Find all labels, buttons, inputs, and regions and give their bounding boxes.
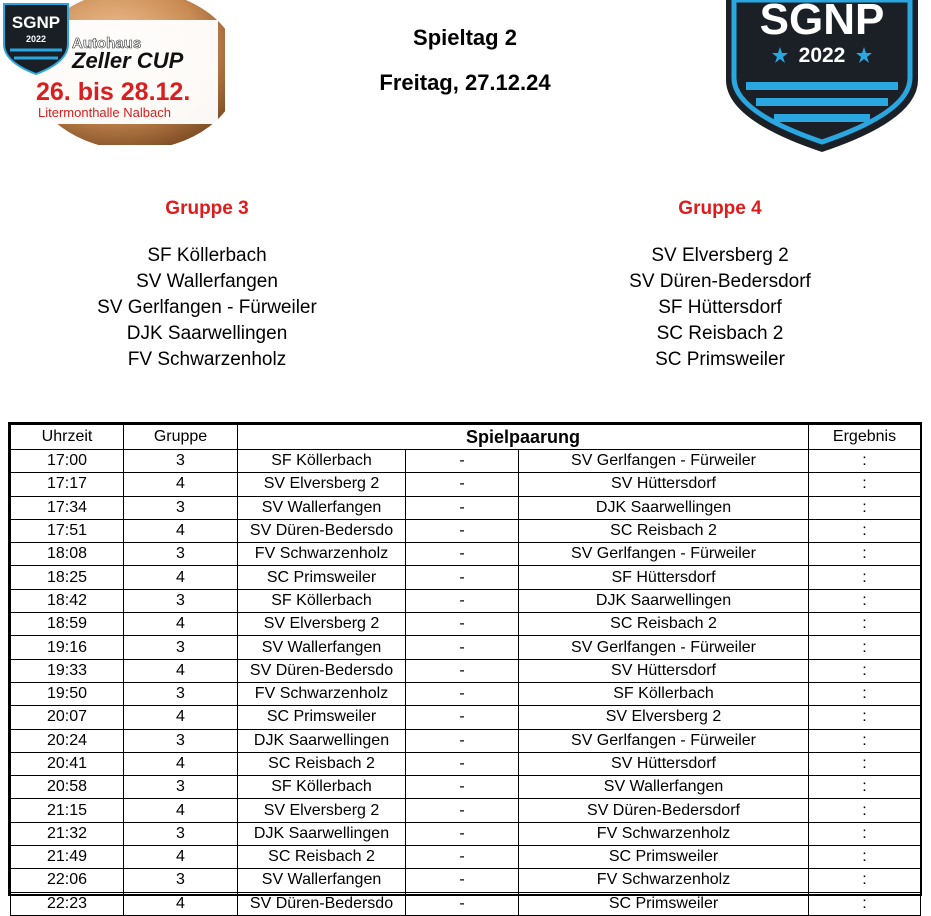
home-team: SC Primsweiler [238,566,406,589]
result-field: : [809,659,921,682]
result-field: : [809,636,921,659]
pairing-dash: - [406,450,519,473]
table-row [11,846,921,869]
away-team: SV Gerlfangen - Fürweiler [519,450,809,473]
away-team: SV Wallerfangen [519,776,809,799]
table-row [11,682,921,705]
logo-line1: Autohaus [72,35,142,52]
away-team: SC Primsweiler [519,846,809,869]
match-group: 3 [124,589,238,612]
match-time: 18:42 [11,589,124,612]
pairing-dash: - [406,706,519,729]
away-team: SC Primsweiler [519,892,809,915]
table-row [11,869,921,892]
table-row [11,752,921,775]
match-time: 19:50 [11,682,124,705]
page-title: Spieltag 2 [413,25,517,50]
match-time: 18:25 [11,566,124,589]
pairing-dash: - [406,892,519,915]
home-team: DJK Saarwellingen [238,729,406,752]
away-team: SC Reisbach 2 [519,519,809,542]
header-result: Ergebnis [809,425,921,450]
match-time: 20:24 [11,729,124,752]
result-field: : [809,822,921,845]
result-field: : [809,589,921,612]
match-time: 18:59 [11,613,124,636]
result-field: : [809,450,921,473]
match-group: 3 [124,496,238,519]
result-field: : [809,869,921,892]
badge-text: SGNP [11,13,61,32]
result-field: : [809,473,921,496]
home-team: SV Wallerfangen [238,496,406,519]
match-group: 3 [124,636,238,659]
home-team: SF Köllerbach [238,450,406,473]
pairing-dash: - [406,752,519,775]
group-4 [570,198,870,373]
result-field: : [809,892,921,915]
group-team: SF Köllerbach [147,245,267,266]
logo-line2: Zeller CUP [72,48,184,73]
badge-year: 2022 [25,34,47,44]
match-group: 3 [124,776,238,799]
group-3 [57,198,357,373]
home-team: SV Düren-Bedersdo [238,659,406,682]
match-time: 20:41 [11,752,124,775]
crest-year: 2022 [798,44,846,67]
match-time: 17:51 [11,519,124,542]
home-team: SC Primsweiler [238,706,406,729]
result-field: : [809,729,921,752]
table-row [11,543,921,566]
home-team: SC Reisbach 2 [238,752,406,775]
home-team: SF Köllerbach [238,589,406,612]
result-field: : [809,776,921,799]
group-team: SV Gerlfangen - Fürweiler [97,297,317,318]
match-group: 4 [124,706,238,729]
table-row [11,496,921,519]
home-team: SV Elversberg 2 [238,613,406,636]
pairing-dash: - [406,496,519,519]
group-team: FV Schwarzenholz [127,349,287,370]
result-field: : [809,799,921,822]
away-team: FV Schwarzenholz [519,822,809,845]
tournament-logo [0,0,225,145]
match-group: 3 [124,729,238,752]
match-time: 19:33 [11,659,124,682]
pairing-dash: - [406,729,519,752]
home-team: SV Düren-Bedersdo [238,519,406,542]
away-team: SV Hüttersdorf [519,473,809,496]
away-team: SV Gerlfangen - Fürweiler [519,729,809,752]
table-row [11,706,921,729]
result-field: : [809,706,921,729]
group-team: SV Elversberg 2 [651,245,789,266]
group-title: Gruppe 4 [678,198,762,219]
pairing-dash: - [406,682,519,705]
match-group: 4 [124,659,238,682]
sgnp-crest-icon [722,0,922,155]
header-pairing: Spielpaarung [238,425,809,450]
result-field: : [809,682,921,705]
match-time: 22:23 [11,892,124,915]
away-team: SV Gerlfangen - Fürweiler [519,543,809,566]
table-row [11,589,921,612]
match-time: 17:00 [11,450,124,473]
home-team: FV Schwarzenholz [238,543,406,566]
table-row [11,776,921,799]
group-team: SC Reisbach 2 [656,323,784,344]
match-group: 3 [124,543,238,566]
match-time: 21:32 [11,822,124,845]
result-field: : [809,613,921,636]
home-team: SV Wallerfangen [238,636,406,659]
table-row [11,636,921,659]
page-date: Freitag, 27.12.24 [379,70,551,95]
result-field: : [809,566,921,589]
pairing-dash: - [406,543,519,566]
match-group: 4 [124,519,238,542]
home-team: SV Elversberg 2 [238,473,406,496]
group-team: SV Düren-Bedersdorf [629,271,811,292]
away-team: SF Köllerbach [519,682,809,705]
header-group: Gruppe [124,425,238,450]
match-time: 18:08 [11,543,124,566]
group-team: SF Hüttersdorf [658,297,782,318]
away-team: FV Schwarzenholz [519,869,809,892]
away-team: SV Hüttersdorf [519,659,809,682]
table-row [11,729,921,752]
group-title: Gruppe 3 [165,198,249,219]
match-group: 4 [124,892,238,915]
match-time: 19:16 [11,636,124,659]
group-team: DJK Saarwellingen [126,323,288,344]
away-team: SF Hüttersdorf [519,566,809,589]
pairing-dash: - [406,473,519,496]
match-group: 3 [124,869,238,892]
match-time: 21:15 [11,799,124,822]
pairing-dash: - [406,799,519,822]
match-group: 4 [124,752,238,775]
home-team: SV Düren-Bedersdo [238,892,406,915]
pairing-dash: - [406,589,519,612]
table-row [11,450,921,473]
pairing-dash: - [406,613,519,636]
pairing-dash: - [406,822,519,845]
home-team: SV Wallerfangen [238,869,406,892]
header-time: Uhrzeit [11,425,124,450]
result-field: : [809,496,921,519]
match-group: 4 [124,473,238,496]
match-group: 4 [124,613,238,636]
home-team: FV Schwarzenholz [238,682,406,705]
pairing-dash: - [406,636,519,659]
schedule-table [8,422,922,912]
result-field: : [809,519,921,542]
away-team: SV Hüttersdorf [519,752,809,775]
table-row [11,473,921,496]
match-time: 20:58 [11,776,124,799]
away-team: SV Gerlfangen - Fürweiler [519,636,809,659]
match-time: 22:06 [11,869,124,892]
pairing-dash: - [406,659,519,682]
logo-venue: Litermonthalle Nalbach [38,105,171,120]
match-group: 4 [124,846,238,869]
result-field: : [809,543,921,566]
match-group: 4 [124,566,238,589]
match-time: 17:34 [11,496,124,519]
table-row [11,613,921,636]
table-row [11,659,921,682]
match-group: 4 [124,799,238,822]
crest-text: SGNP [759,0,885,44]
group-team: SV Wallerfangen [136,271,278,292]
table-row [11,799,921,822]
home-team: SV Elversberg 2 [238,799,406,822]
away-team: SC Reisbach 2 [519,613,809,636]
match-time: 17:17 [11,473,124,496]
away-team: DJK Saarwellingen [519,496,809,519]
result-field: : [809,752,921,775]
away-team: SV Elversberg 2 [519,706,809,729]
match-group: 3 [124,822,238,845]
pairing-dash: - [406,519,519,542]
pairing-dash: - [406,846,519,869]
pairing-dash: - [406,566,519,589]
match-group: 3 [124,450,238,473]
home-team: SF Köllerbach [238,776,406,799]
match-time: 20:07 [11,706,124,729]
result-field: : [809,846,921,869]
table-row [11,892,921,915]
table-row [11,519,921,542]
table-row [11,566,921,589]
away-team: DJK Saarwellingen [519,589,809,612]
logo-dates: 26. bis 28.12. [36,78,191,106]
pairing-dash: - [406,869,519,892]
table-row [11,822,921,845]
home-team: DJK Saarwellingen [238,822,406,845]
group-team: SC Primsweiler [655,349,785,370]
home-team: SC Reisbach 2 [238,846,406,869]
away-team: SV Düren-Bedersdorf [519,799,809,822]
match-group: 3 [124,682,238,705]
match-time: 21:49 [11,846,124,869]
pairing-dash: - [406,776,519,799]
